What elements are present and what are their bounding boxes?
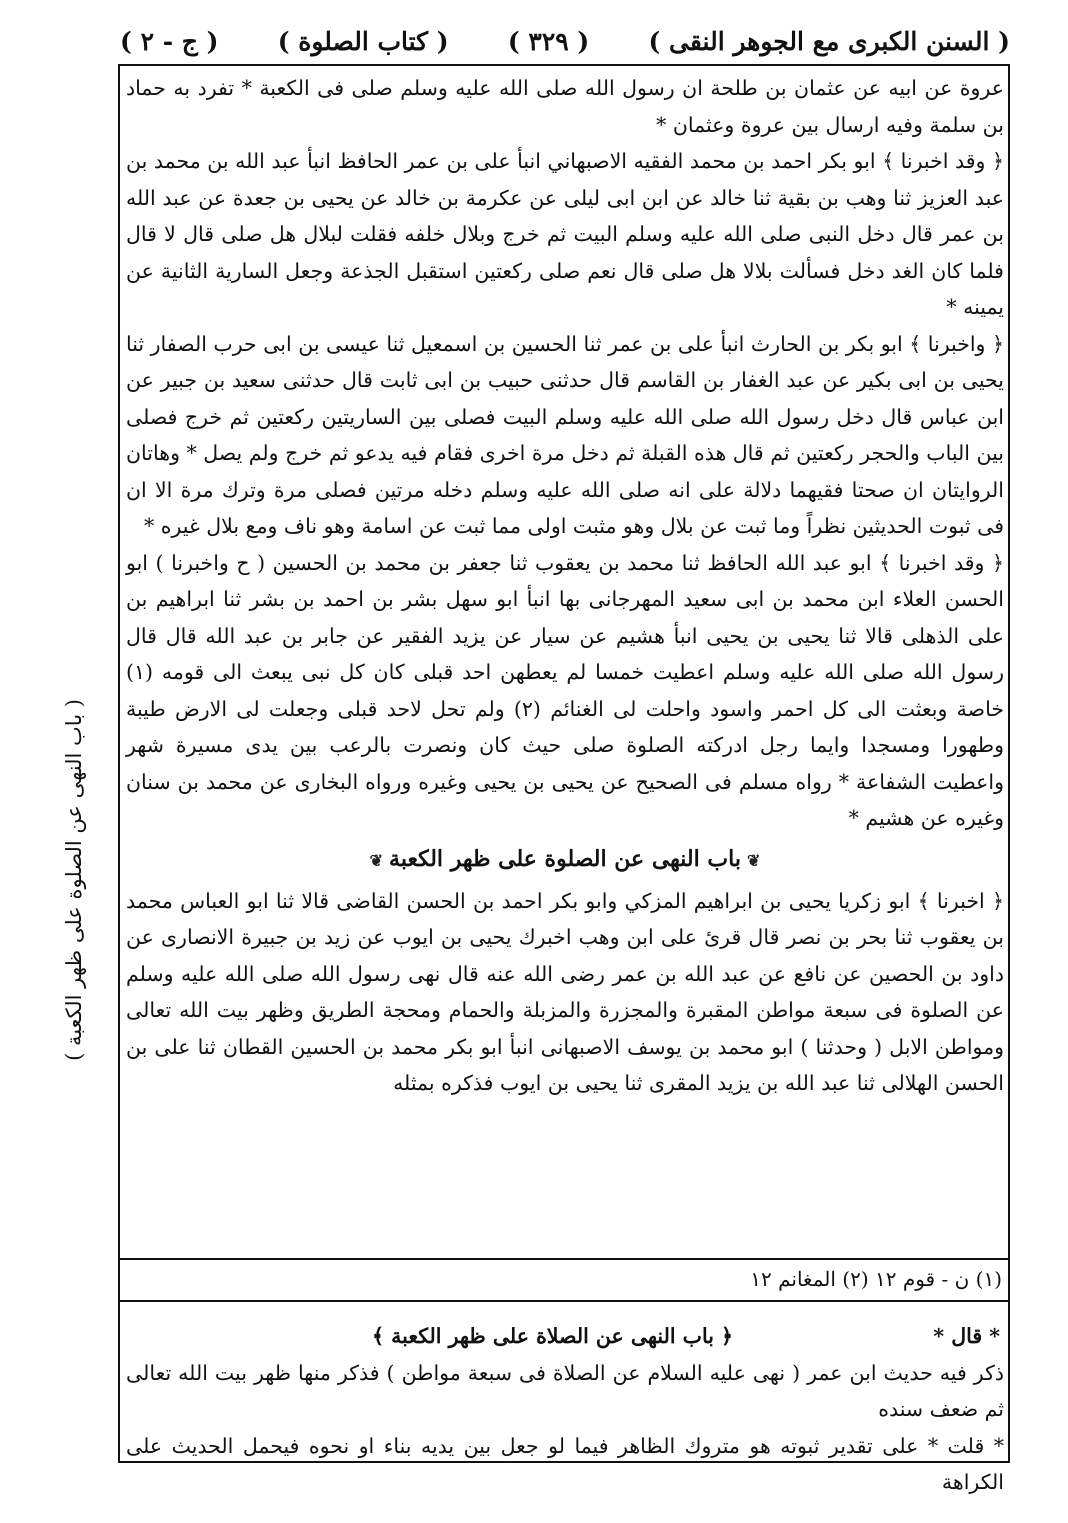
paragraph: ﴿ واخبرنا ﴾ ابو بكر بن الحارث انبأ على بن عمر ثنا الحسين بن اسمعيل ثنا عيسى بن ابى حرب الصفار ثنا يحيى بن ابى بكير عن عبد الغفار بن القاسم قال حدثنى حبيب بن ابى ثابت قال حدثنى سعيد بن جبير عن ابن عباس قال دخل رسول الله صلى الله عليه وسلم البيت فصلى بين الساريتين ركعتين ثم خرج فصلى بين الباب والحجر ركعتين ثم قال هذه القبلة ثم دخل مرة اخرى فقام فيه يدعو ثم خرج ولم يصل * وهاتان الروايتان ان صحتا فقيهما دلالة على انه صلى الله عليه وسلم دخله مرتين فصلى مرة وترك مرة الا ان فى ثبوت الحديثين نظراً وما ثبت عن بلال وهو مثبت اولى مما ثبت عن اسامة وهو ناف ومع بلال غيره * (126, 331, 1005, 538)
ornament-icon: ❦ (369, 850, 384, 870)
book-title: ( السنن الكبرى مع الجوهر النقى ) (648, 26, 1010, 56)
main-text (122, 70, 1008, 1102)
chapter-heading (122, 839, 1008, 881)
ornament-icon: ❦ (746, 850, 761, 870)
footnotes: (١) ن - قوم ١٢ (٢) المغانم ١٢ (750, 1267, 1002, 1291)
paragraph: عروة عن ابيه عن عثمان بن طلحة ان رسول الله صلى الله عليه وسلم صلى فى الكعبة * تفرد به حماد بن سلمة وفيه ارسال بين عروة وعثمان * (126, 76, 1004, 137)
marginal-note (44, 699, 104, 1061)
paragraph: ﴿ وقد اخبرنا ﴾ ابو بكر احمد بن محمد الفقيه الاصبهاني انبأ على بن عمر الحافظ انبأ عبد الله بن محمد بن عبد العزيز ثنا وهب بن بقية ثنا خالد عن ابن ابى ليلى عن عكرمة بن خالد عن يحيى بن جعدة عن عبد الله بن عمر قال دخل النبى صلى الله عليه وسلم البيت ثم خرج وبلال خلفه فقلت لبلال هل صلى قال لا قال فلما كان الغد دخل فسألت بلالا هل صلى قال نعم صلى ركعتين استقبل الجذعة وجعل السارية الثانية عن يمينه * (126, 149, 1004, 319)
commentary-header (122, 1318, 1008, 1355)
paragraph: ﴿ وقد اخبرنا ﴾ ابو عبد الله الحافظ ثنا محمد بن يعقوب ثنا جعفر بن محمد بن الحسين ( ح واخبرنا ) ابو الحسن العلاء ابن محمد بن ابى سعيد المهرجانى بها انبأ ابو سهل بشر بن احمد بن بشر ثنا ابراهيم بن على الذهلى قالا ثنا يحيى بن يحيى انبأ هشيم عن سيار عن يزيد الفقير عن جابر بن عبد الله قال قال رسول الله صلى الله عليه وسلم اعطيت خمسا لم يعطهن احد قبلى كان كل نبى يبعث الى قومه (١) خاصة وبعثت الى كل احمر واسود واحلت لى الغنائم (٢) ولم تحل لاحد قبلى وجعلت لى الارض طيبة وطهورا ومسجدا وايما رجل ادركته الصلوة صلى حيث كان ونصرت بالرعب بين يدى مسيرة شهر واعطيت الشفاعة * رواه مسلم فى الصحيح عن يحيى بن يحيى وغيره ورواه البخارى عن محمد بن سنان وغيره عن هشيم * (126, 550, 1004, 830)
commentary-heading: ﴿ باب النهى عن الصلاة على ظهر الكعبة ﴾ (372, 1324, 734, 1348)
commentary-divider (118, 1300, 1010, 1302)
page-number: ( ٣٢٩ ) (507, 26, 590, 56)
kitab-title: ( كتاب الصلوة ) (277, 26, 449, 56)
commentary-qala: * قال * (933, 1324, 1000, 1348)
commentary-line: * قلت * على تقدير ثبوته هو متروك الظاهر فيما لو جعل بين يديه بناء او نحوه فيحمل الحديث على الكراهة (126, 1433, 1004, 1494)
paragraph: ﴿ اخبرنا ﴾ ابو زكريا يحيى بن ابراهيم المزكي وابو بكر احمد بن الحسن القاضى قالا ثنا ابو العباس محمد بن يعقوب ثنا بحر بن نصر قال قرئ على ابن وهب اخبرك يحيى بن ايوب عن زيد بن جبيرة الانصارى عن داود بن الحصين عن نافع عن عبد الله بن عمر رضى الله عنه قال نهى رسول الله صلى الله عليه وسلم عن الصلوة فى سبعة مواطن المقبرة والمجزرة والمزبلة والحمام ومحجة الطريق وظهر بيت الله تعالى ومواطن الابل ( وحدثنا ) ابو محمد بن يوسف الاصبهانى انبأ ابو بكر محمد بن الحسين القطان ثنا على بن الحسن الهلالى ثنا عبد الله بن يزيد المقرى ثنا يحيى بن ايوب فذكره بمثله (126, 888, 1004, 1095)
chapter-title: باب النهى عن الصلوة على ظهر الكعبة (389, 845, 741, 872)
commentary-section (122, 1318, 1008, 1501)
marginal-note-text: ( باب النهى عن الصلوة على ظهر الكعبة ) (62, 699, 86, 1061)
running-header (120, 18, 1010, 64)
footnote-divider (118, 1258, 1010, 1260)
volume-number: ( ج - ٢ ) (120, 26, 219, 56)
commentary-line: ذكر فيه حديث ابن عمر ( نهى عليه السلام عن الصلاة فى سبعة مواطن ) فذكر منها ظهر بيت الله تعالى ثم ضعف سنده (126, 1360, 1004, 1421)
